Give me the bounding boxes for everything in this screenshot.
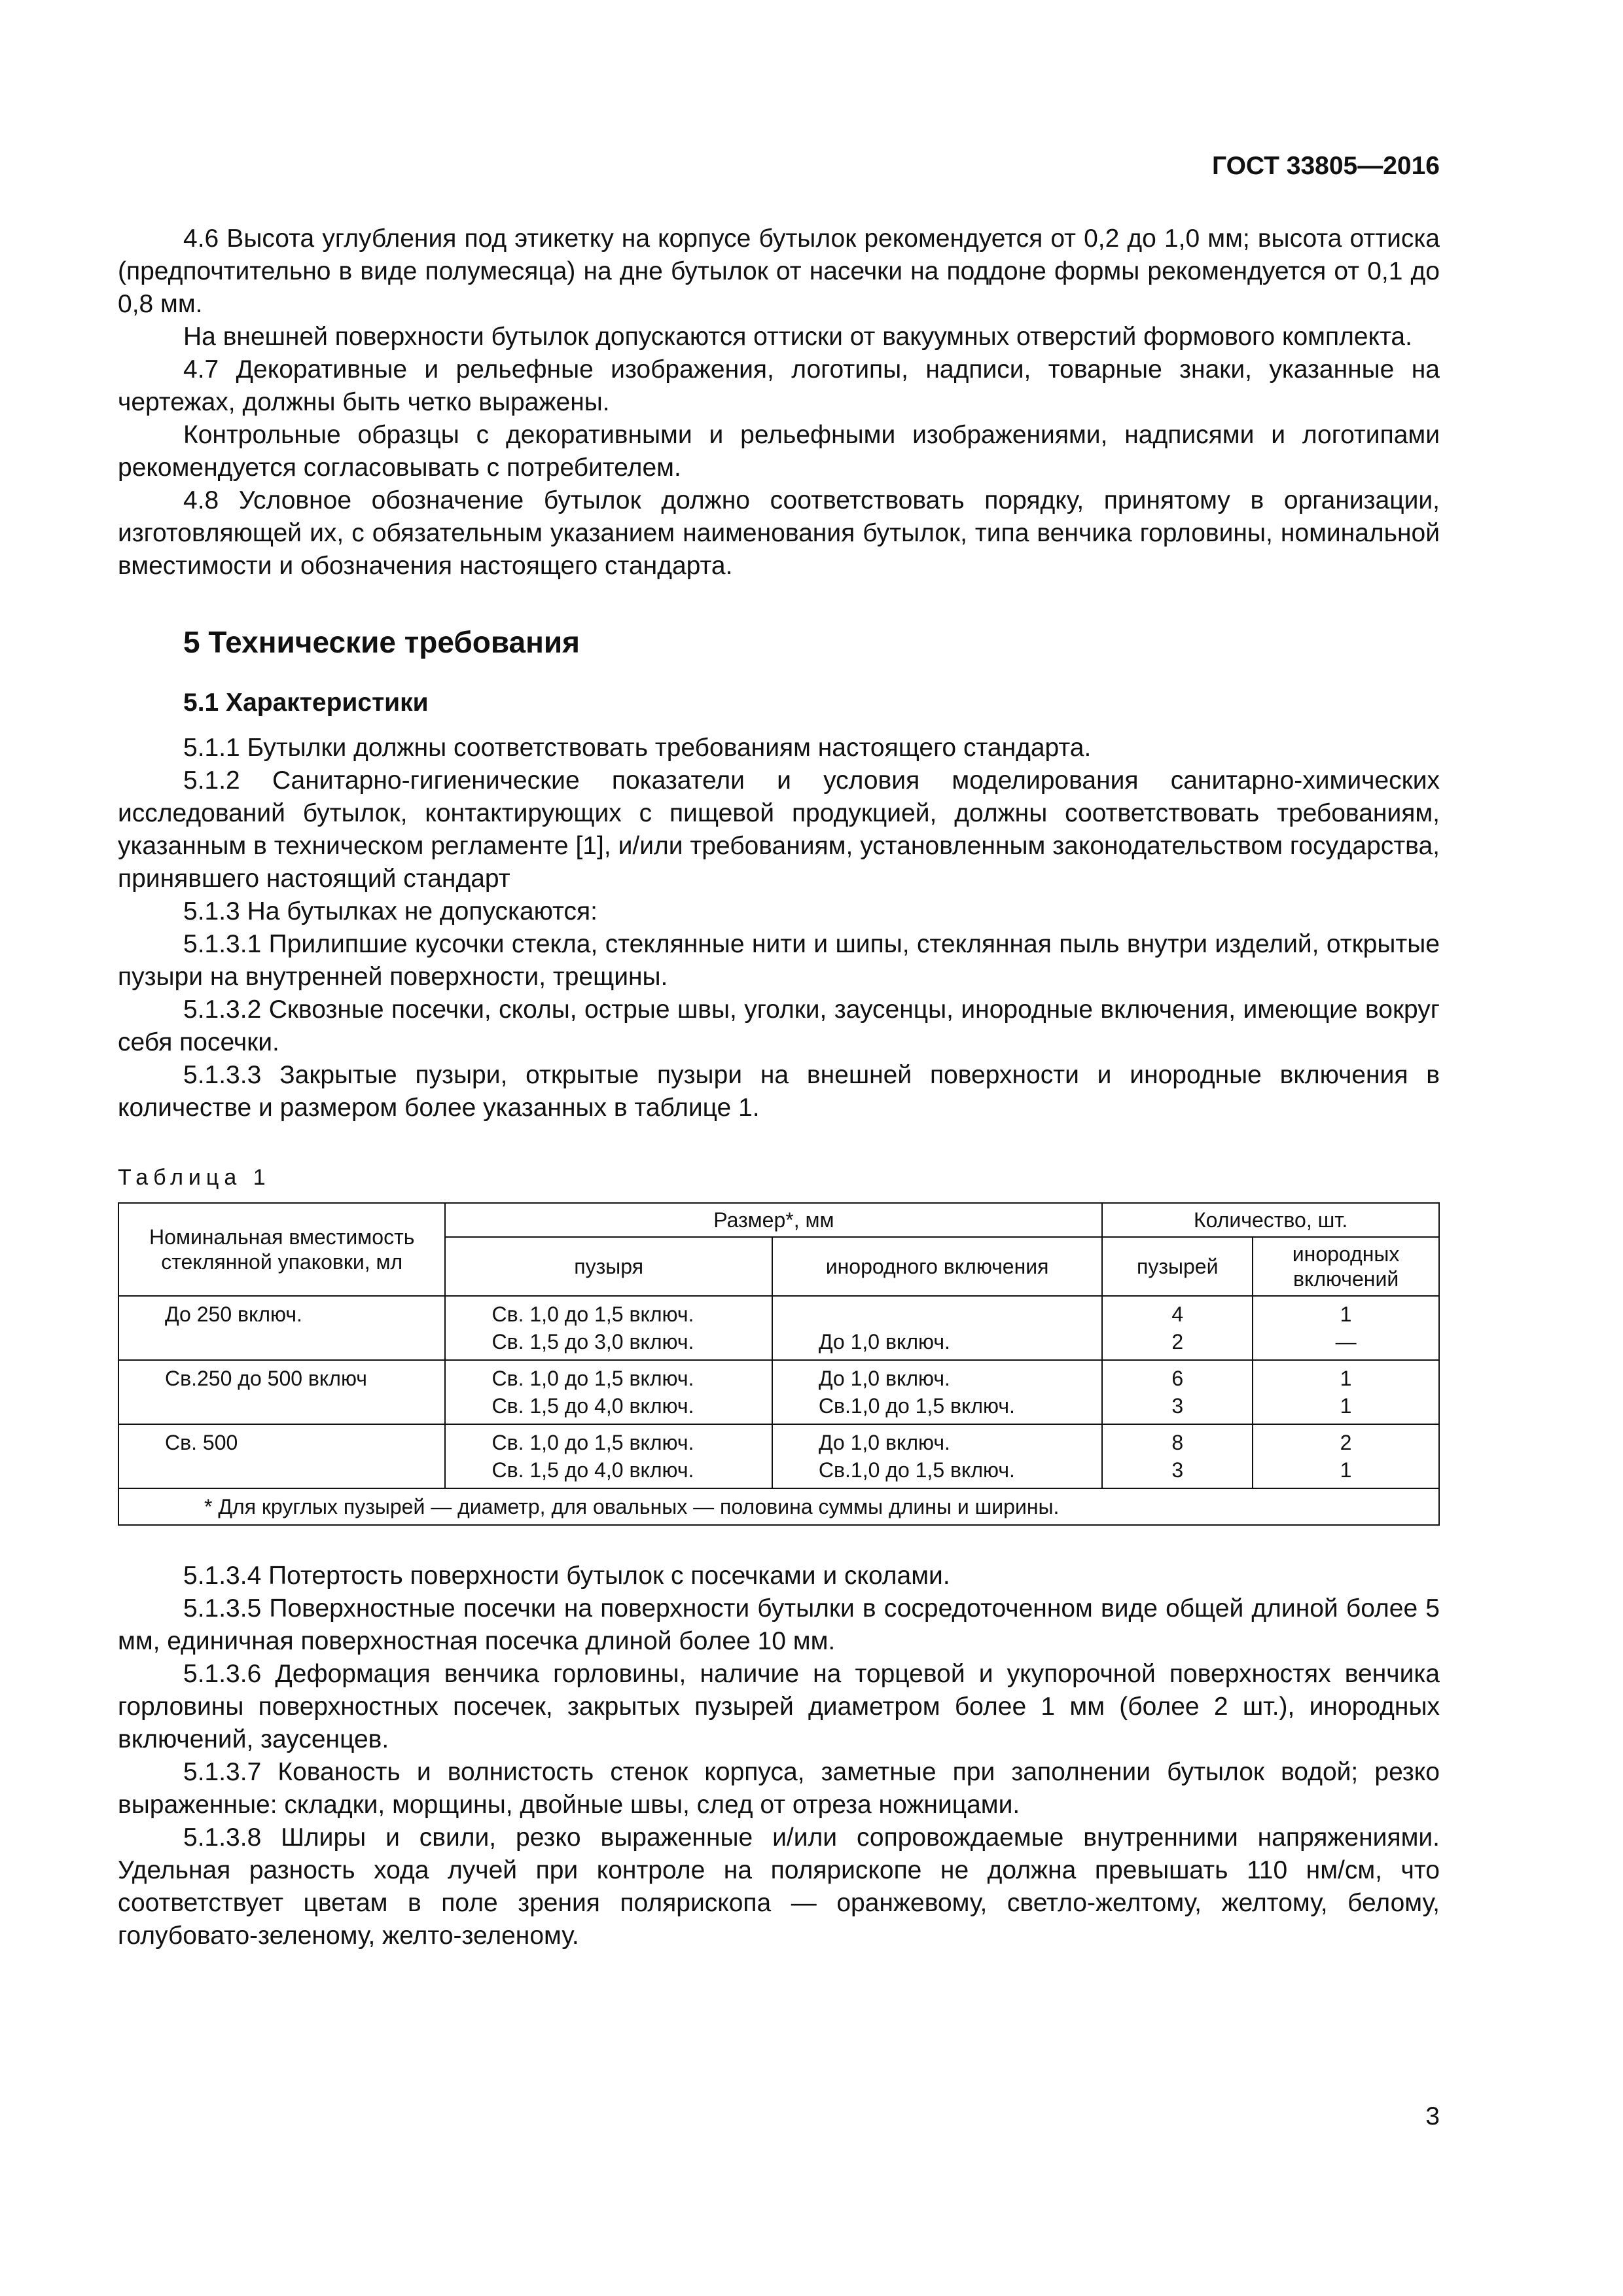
header-count: Количество, шт. xyxy=(1102,1203,1439,1237)
cell-line: 1 xyxy=(1340,1458,1352,1482)
paragraphs-after-table xyxy=(118,1560,1440,1952)
cell-line: 3 xyxy=(1171,1394,1184,1418)
cell-capacity: Св. 500 xyxy=(118,1424,445,1488)
page-content xyxy=(118,223,1440,1952)
paragraph-5-1-1: 5.1.1 Бутылки должны соответствовать требованиям настоящего стандарта. xyxy=(183,734,1092,762)
cell-line: 4 xyxy=(1171,1302,1184,1326)
header-inclusion: инородного включения xyxy=(772,1237,1102,1296)
cell-line: 1 xyxy=(1340,1394,1352,1418)
cell-inclusion xyxy=(772,1424,1102,1488)
document-header: ГОСТ 33805—2016 xyxy=(1212,152,1440,180)
paragraph-4-6-note: На внешней поверхности бутылок допускаются оттиски от вакуумных отверстий формового комплекта. xyxy=(183,323,1412,351)
paragraph-5-1-3: 5.1.3 На бутылках не допускаются: xyxy=(183,897,597,925)
paragraph-4-6: 4.6 Высота углубления под этикетку на корпусе бутылок рекомендуется от 0,2 до 1,0 мм; высота оттиска (предпочтительно в виде полумесяца) на дне бутылок от насечки на поддоне формы рекомендуется от 0,1 до 0,8 мм. xyxy=(118,224,1440,318)
cell-line: 1 xyxy=(1340,1302,1352,1326)
paragraph-5-1-3-1: 5.1.3.1 Прилипшие кусочки стекла, стеклянные нити и шипы, стеклянная пыль внутри изделий, открытые пузыри на внутренней поверхности, трещины. xyxy=(118,930,1440,991)
section-title: 5 Технические требования xyxy=(183,625,580,659)
paragraph-5-1-3-8: 5.1.3.8 Шлиры и свили, резко выраженные и/или сопровождаемые внутренними напряжениями. Удельная разность хода лучей при контроле на полярископе не должна превышать 110 нм/см, что соответствует цветам в поле зрения полярископа — оранжевому, светло-желтому, желтому, белому, голубовато-зеленому, желто-зеленому. xyxy=(118,1823,1440,1950)
cell-line xyxy=(819,1300,1094,1328)
cell-inclusion xyxy=(772,1360,1102,1424)
cell-bubble xyxy=(445,1424,772,1488)
paragraph-5-1-3-6: 5.1.3.6 Деформация венчика горловины, наличие на торцевой и укупорочной поверхностях венчика горловины поверхностных посечек, закрытых пузырей диаметром более 1 мм (более 2 шт.), инородных включений, заусенцев. xyxy=(118,1660,1440,1753)
paragraph-5-1-3-2: 5.1.3.2 Сквозные посечки, сколы, острые швы, уголки, заусенцы, инородные включения, имеющие вокруг себя посечки. xyxy=(118,996,1440,1056)
header-capacity: Номинальная вместимость стеклянной упаковки, мл xyxy=(118,1203,445,1296)
cell-line: До 1,0 включ. xyxy=(818,1330,950,1354)
paragraph-5-1-3-7: 5.1.3.7 Кованость и волнистость стенок корпуса, заметные при заполнении бутылок водой; резко выраженные: складки, морщины, двойные швы, след от отреза ножницами. xyxy=(118,1758,1440,1819)
cell-line: Св. 1,5 до 3,0 включ. xyxy=(491,1330,694,1354)
header-bubble: пузыря xyxy=(445,1237,772,1296)
cell-line: 2 xyxy=(1340,1431,1352,1454)
table-footnote: * Для круглых пузырей — диаметр, для овальных — половина суммы длины и ширины. xyxy=(118,1488,1439,1525)
cell-line: 3 xyxy=(1171,1458,1184,1482)
cell-line: До 1,0 включ. xyxy=(818,1431,950,1454)
cell-bubbles xyxy=(1102,1296,1253,1360)
cell-line: 2 xyxy=(1171,1330,1184,1354)
table-note-row xyxy=(118,1488,1439,1525)
cell-bubble xyxy=(445,1360,772,1424)
cell-line: Св.1,0 до 1,5 включ. xyxy=(818,1458,1015,1482)
cell-capacity: Св.250 до 500 включ xyxy=(118,1360,445,1424)
table-header-row xyxy=(118,1203,1439,1237)
cell-line: Св.1,0 до 1,5 включ. xyxy=(818,1394,1015,1418)
table-caption: Таблица 1 xyxy=(118,1165,271,1190)
cell-line: — xyxy=(1335,1330,1357,1354)
header-size: Размер*, мм xyxy=(445,1203,1102,1237)
cell-inclusions xyxy=(1253,1424,1439,1488)
paragraph-5-1-3-3: 5.1.3.3 Закрытые пузыри, открытые пузыри на внешней поверхности и инородные включения в количестве и размером более указанных в таблице 1. xyxy=(118,1061,1440,1122)
cell-bubbles xyxy=(1102,1360,1253,1424)
page-number: 3 xyxy=(1425,2102,1440,2130)
defects-table xyxy=(118,1202,1440,1526)
paragraph-5-1-3-4: 5.1.3.4 Потертость поверхности бутылок с посечками и сколами. xyxy=(183,1562,950,1590)
table-row xyxy=(118,1424,1439,1488)
cell-inclusions xyxy=(1253,1296,1439,1360)
cell-line: Св. 1,0 до 1,5 включ. xyxy=(491,1302,694,1326)
cell-line: 6 xyxy=(1171,1367,1184,1390)
paragraph-4-8: 4.8 Условное обозначение бутылок должно соответствовать порядку, принятому в организации, изготовляющей их, с обязательным указанием наименования бутылок, типа венчика горловины, номинальной вместимости и обозначения настоящего стандарта. xyxy=(118,486,1440,580)
header-inclusions: инородных включений xyxy=(1253,1237,1439,1296)
table-row xyxy=(118,1360,1439,1424)
subsection-title: 5.1 Характеристики xyxy=(183,689,429,717)
cell-inclusion xyxy=(772,1296,1102,1360)
cell-line: Св. 1,0 до 1,5 включ. xyxy=(491,1367,694,1390)
cell-capacity: До 250 включ. xyxy=(118,1296,445,1360)
paragraph-5-1-3-5: 5.1.3.5 Поверхностные посечки на поверхности бутылки в сосредоточенном виде общей длиной более 5 мм, единичная поверхностная посечка длиной более 10 мм. xyxy=(118,1594,1440,1655)
paragraph-5-1-2: 5.1.2 Санитарно-гигиенические показатели и условия моделирования санитарно-химических исследований бутылок, контактирующих с пищевой продукцией, должны соответствовать требованиям, указанным в техническом регламенте [1], и/или требованиям, установленным законодательством государства, принявшего настоящий стандарт xyxy=(118,766,1440,893)
cell-bubble xyxy=(445,1296,772,1360)
table-row xyxy=(118,1296,1439,1360)
paragraph-4-7: 4.7 Декоративные и рельефные изображения, логотипы, надписи, товарные знаки, указанные на чертежах, должны быть четко выражены. xyxy=(118,355,1440,416)
cell-line: 1 xyxy=(1340,1367,1352,1390)
cell-inclusions xyxy=(1253,1360,1439,1424)
cell-line: До 1,0 включ. xyxy=(818,1367,950,1390)
cell-line: 8 xyxy=(1171,1431,1184,1454)
cell-bubbles xyxy=(1102,1424,1253,1488)
cell-line: Св. 1,5 до 4,0 включ. xyxy=(491,1458,694,1482)
cell-line: Св. 1,5 до 4,0 включ. xyxy=(491,1394,694,1418)
paragraph-4-7-note: Контрольные образцы с декоративными и рельефными изображениями, надписями и логотипами рекомендуется согласовывать с потребителем. xyxy=(118,421,1440,482)
header-bubbles: пузырей xyxy=(1102,1237,1253,1296)
cell-line: Св. 1,0 до 1,5 включ. xyxy=(491,1431,694,1454)
